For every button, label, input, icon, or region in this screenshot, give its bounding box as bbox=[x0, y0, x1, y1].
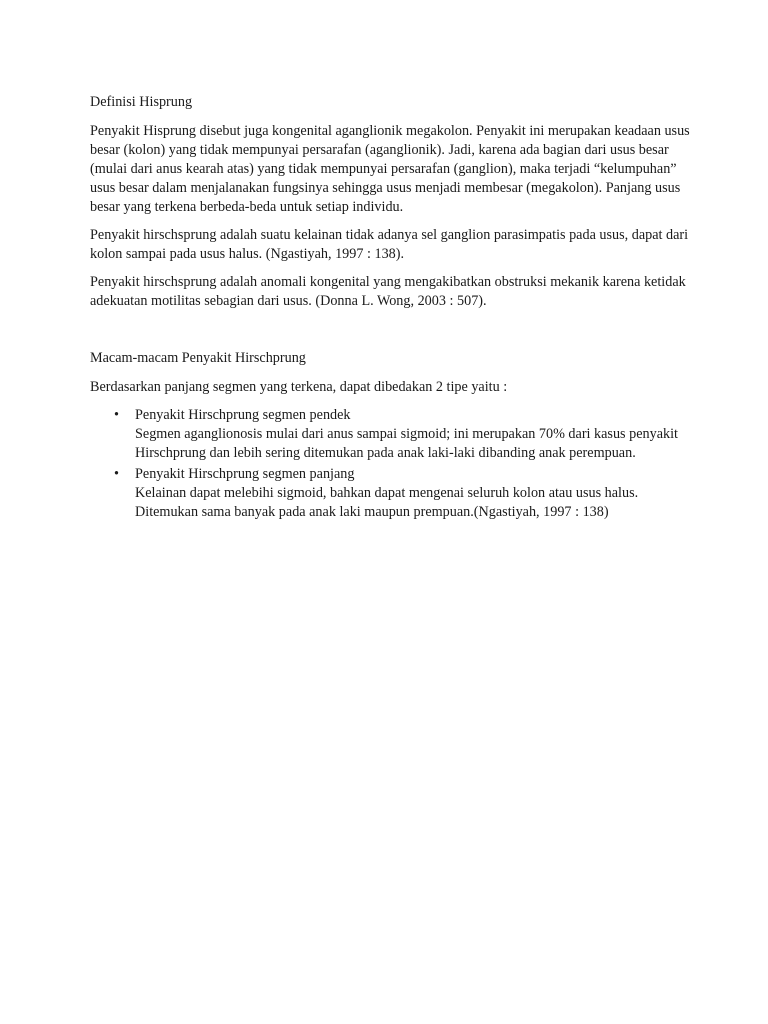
bullet-icon: • bbox=[114, 407, 119, 423]
list-item bbox=[90, 406, 690, 463]
section-heading-macam: Macam-macam Penyakit Hirschprung bbox=[90, 350, 306, 366]
bullet-icon: • bbox=[114, 466, 119, 482]
paragraph-definition-2: Penyakit hirschsprung adalah suatu kelainan tidak adanya sel ganglion parasimpatis pada usus, dapat dari kolon sampai pada usus halus. (Ngastiyah, 1997 : 138). bbox=[90, 227, 689, 262]
paragraph-definition-1: Penyakit Hisprung disebut juga kongenital aganglionik megakolon. Penyakit ini merupakan keadaan usus besar (kolon) yang tidak mempunyai persarafan (aganglionik). Jadi, karena ada bagian dari usus besar (mulai dari anus kearah atas) yang tidak mempunyai persarafan (ganglion), maka terjadi “kelumpuhan” usus besar dalam menjalanakan fungsinya sehingga usus menjadi membesar (megakolon). Panjang usus besar yang terkena berbeda-beda untuk setiap individu. bbox=[90, 123, 690, 215]
list-item-description: Kelainan dapat melebihi sigmoid, bahkan dapat mengenai seluruh kolon atau usus halus. Ditemukan sama banyak pada anak laki maupun prempuan.(Ngastiyah, 1997 : 138) bbox=[135, 485, 639, 520]
list-item-description: Segmen aganglionosis mulai dari anus sampai sigmoid; ini merupakan 70% dari kasus penyakit Hirschprung dan lebih sering ditemukan pada anak laki-laki dibanding anak perempuan. bbox=[135, 426, 678, 461]
paragraph-definition-3: Penyakit hirschsprung adalah anomali kongenital yang mengakibatkan obstruksi mekanik karena ketidak adekuatan motilitas sebagian dari usus. (Donna L. Wong, 2003 : 507). bbox=[90, 274, 686, 309]
types-list bbox=[90, 406, 690, 522]
list-item bbox=[90, 465, 690, 522]
section-gap bbox=[90, 320, 690, 348]
document-page bbox=[90, 92, 690, 524]
list-item-title: Penyakit Hirschprung segmen pendek bbox=[135, 407, 351, 423]
section-heading-definisi: Definisi Hisprung bbox=[90, 94, 193, 110]
paragraph-types-intro: Berdasarkan panjang segmen yang terkena, dapat dibedakan 2 tipe yaitu : bbox=[90, 379, 508, 395]
list-item-title: Penyakit Hirschprung segmen panjang bbox=[135, 466, 355, 482]
